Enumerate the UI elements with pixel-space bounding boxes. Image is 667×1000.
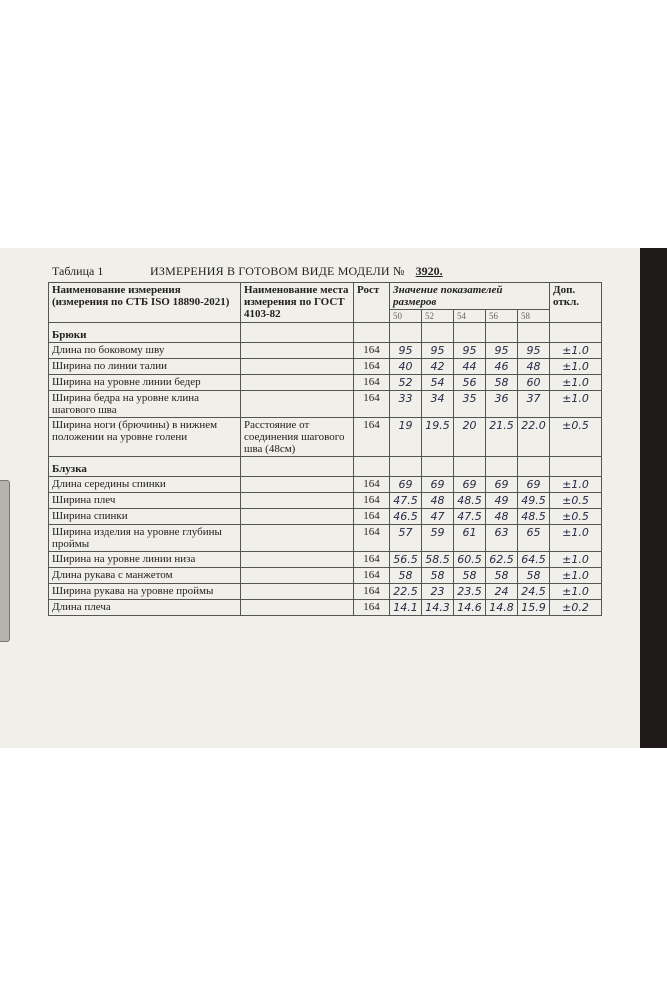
tolerance-value: ±1.0 <box>550 584 602 600</box>
size-header: 50 <box>390 310 422 323</box>
size-value: 56.5 <box>390 552 422 568</box>
header-row <box>49 283 602 310</box>
height-value: 164 <box>354 525 390 552</box>
col-height-header: Рост <box>354 283 390 323</box>
col-values-header: Значение показателей размеров <box>390 283 550 310</box>
height-value: 164 <box>354 375 390 391</box>
size-value: 58 <box>454 568 486 584</box>
size-value: 19.5 <box>422 418 454 457</box>
size-value: 52 <box>390 375 422 391</box>
height-value: 164 <box>354 568 390 584</box>
measure-name: Ширина по линии талии <box>49 359 241 375</box>
size-value: 47.5 <box>390 493 422 509</box>
measure-place <box>241 600 354 616</box>
size-value: 22.5 <box>390 584 422 600</box>
measure-place <box>241 568 354 584</box>
height-value: 164 <box>354 509 390 525</box>
tolerance-value: ±0.5 <box>550 509 602 525</box>
height-value: 164 <box>354 418 390 457</box>
empty-cell <box>454 323 486 343</box>
measure-name: Ширина изделия на уровне глубины проймы <box>49 525 241 552</box>
size-value: 46 <box>486 359 518 375</box>
size-value: 62.5 <box>486 552 518 568</box>
tolerance-value: ±1.0 <box>550 525 602 552</box>
document-photo <box>0 248 667 748</box>
measure-place <box>241 525 354 552</box>
size-header: 58 <box>518 310 550 323</box>
size-value: 58.5 <box>422 552 454 568</box>
measurements-table <box>48 282 602 616</box>
size-value: 65 <box>518 525 550 552</box>
section-row <box>49 323 602 343</box>
measure-name: Ширина спинки <box>49 509 241 525</box>
table-row <box>49 552 602 568</box>
section-title: Брюки <box>49 323 241 343</box>
empty-cell <box>518 457 550 477</box>
measure-place <box>241 509 354 525</box>
size-value: 42 <box>422 359 454 375</box>
size-value: 69 <box>422 477 454 493</box>
height-value: 164 <box>354 584 390 600</box>
tolerance-value: ±1.0 <box>550 343 602 359</box>
tolerance-value: ±0.5 <box>550 493 602 509</box>
document-title: ИЗМЕРЕНИЯ В ГОТОВОМ ВИДЕ МОДЕЛИ № <box>150 264 405 278</box>
size-value: 64.5 <box>518 552 550 568</box>
measure-name: Длина по боковому шву <box>49 343 241 359</box>
table-number: Таблица 1 <box>52 264 104 278</box>
section-row <box>49 457 602 477</box>
tolerance-value: ±0.5 <box>550 418 602 457</box>
size-value: 46.5 <box>390 509 422 525</box>
empty-cell <box>486 457 518 477</box>
size-value: 49 <box>486 493 518 509</box>
table-row <box>49 418 602 457</box>
size-value: 15.9 <box>518 600 550 616</box>
measure-place <box>241 477 354 493</box>
table-row <box>49 493 602 509</box>
measure-place <box>241 343 354 359</box>
empty-cell <box>390 323 422 343</box>
size-value: 69 <box>390 477 422 493</box>
table-row <box>49 343 602 359</box>
size-value: 57 <box>390 525 422 552</box>
size-value: 14.3 <box>422 600 454 616</box>
table-row <box>49 525 602 552</box>
empty-cell <box>422 457 454 477</box>
empty-cell <box>354 323 390 343</box>
table-row <box>49 584 602 600</box>
empty-cell <box>486 323 518 343</box>
size-value: 95 <box>486 343 518 359</box>
size-value: 22.0 <box>518 418 550 457</box>
tolerance-value: ±1.0 <box>550 568 602 584</box>
table-row <box>49 509 602 525</box>
table-row <box>49 375 602 391</box>
empty-cell <box>550 457 602 477</box>
height-value: 164 <box>354 600 390 616</box>
size-header: 52 <box>422 310 454 323</box>
height-value: 164 <box>354 477 390 493</box>
measure-place <box>241 359 354 375</box>
height-value: 164 <box>354 343 390 359</box>
size-value: 36 <box>486 391 518 418</box>
table-body <box>49 323 602 616</box>
size-value: 20 <box>454 418 486 457</box>
tolerance-value: ±1.0 <box>550 552 602 568</box>
table-row <box>49 359 602 375</box>
size-value: 35 <box>454 391 486 418</box>
size-value: 48.5 <box>518 509 550 525</box>
measure-name: Длина рукава с манжетом <box>49 568 241 584</box>
col-place-header: Наименование места измерения по ГОСТ 4103-82 <box>241 283 354 323</box>
size-value: 48 <box>422 493 454 509</box>
tolerance-value: ±1.0 <box>550 391 602 418</box>
size-value: 48 <box>486 509 518 525</box>
height-value: 164 <box>354 359 390 375</box>
size-value: 54 <box>422 375 454 391</box>
measure-place <box>241 584 354 600</box>
background-edge <box>640 248 667 748</box>
size-value: 23 <box>422 584 454 600</box>
size-value: 49.5 <box>518 493 550 509</box>
size-value: 34 <box>422 391 454 418</box>
size-value: 47.5 <box>454 509 486 525</box>
size-header: 54 <box>454 310 486 323</box>
table-row <box>49 568 602 584</box>
size-value: 58 <box>518 568 550 584</box>
size-value: 95 <box>390 343 422 359</box>
measure-name: Ширина рукава на уровне проймы <box>49 584 241 600</box>
measure-name: Ширина бедра на уровне клина шагового шва <box>49 391 241 418</box>
size-value: 48 <box>518 359 550 375</box>
size-value: 58 <box>422 568 454 584</box>
height-value: 164 <box>354 493 390 509</box>
size-value: 58 <box>486 568 518 584</box>
size-value: 33 <box>390 391 422 418</box>
size-value: 21.5 <box>486 418 518 457</box>
col-name-header: Наименование измерения (измерения по СТБ ISO 18890-2021) <box>49 283 241 323</box>
binder-clip <box>0 480 10 642</box>
size-value: 69 <box>454 477 486 493</box>
size-value: 48.5 <box>454 493 486 509</box>
empty-cell <box>390 457 422 477</box>
size-value: 63 <box>486 525 518 552</box>
size-value: 59 <box>422 525 454 552</box>
size-value: 58 <box>390 568 422 584</box>
table-header <box>52 264 443 279</box>
empty-cell <box>422 323 454 343</box>
measure-place <box>241 493 354 509</box>
measure-place <box>241 375 354 391</box>
measure-place <box>241 391 354 418</box>
tolerance-value: ±1.0 <box>550 359 602 375</box>
size-value: 60 <box>518 375 550 391</box>
size-value: 56 <box>454 375 486 391</box>
size-value: 95 <box>518 343 550 359</box>
size-value: 69 <box>486 477 518 493</box>
tolerance-value: ±0.2 <box>550 600 602 616</box>
measure-name: Ширина плеч <box>49 493 241 509</box>
empty-cell <box>454 457 486 477</box>
empty-cell <box>550 323 602 343</box>
paper-sheet <box>0 248 640 748</box>
size-value: 14.8 <box>486 600 518 616</box>
size-value: 58 <box>486 375 518 391</box>
section-title: Блузка <box>49 457 241 477</box>
table-row <box>49 477 602 493</box>
measure-place <box>241 552 354 568</box>
size-value: 69 <box>518 477 550 493</box>
model-number: 3920. <box>415 264 443 278</box>
size-value: 61 <box>454 525 486 552</box>
measure-name: Ширина ноги (брючины) в нижнем положении на уровне голени <box>49 418 241 457</box>
size-value: 23.5 <box>454 584 486 600</box>
size-header: 56 <box>486 310 518 323</box>
size-value: 47 <box>422 509 454 525</box>
size-value: 60.5 <box>454 552 486 568</box>
size-value: 24.5 <box>518 584 550 600</box>
size-value: 37 <box>518 391 550 418</box>
size-value: 44 <box>454 359 486 375</box>
size-value: 14.6 <box>454 600 486 616</box>
measure-name: Ширина на уровне линии бедер <box>49 375 241 391</box>
size-value: 14.1 <box>390 600 422 616</box>
size-value: 95 <box>422 343 454 359</box>
measure-place: Расстояние от соединения шагового шва (48см) <box>241 418 354 457</box>
size-value: 24 <box>486 584 518 600</box>
tolerance-value: ±1.0 <box>550 477 602 493</box>
table-row <box>49 600 602 616</box>
empty-cell <box>518 323 550 343</box>
table-row <box>49 391 602 418</box>
size-value: 40 <box>390 359 422 375</box>
size-value: 19 <box>390 418 422 457</box>
empty-cell <box>354 457 390 477</box>
size-value: 95 <box>454 343 486 359</box>
empty-cell <box>241 323 354 343</box>
measure-name: Ширина на уровне линии низа <box>49 552 241 568</box>
tolerance-value: ±1.0 <box>550 375 602 391</box>
empty-cell <box>241 457 354 477</box>
height-value: 164 <box>354 391 390 418</box>
measure-name: Длина плеча <box>49 600 241 616</box>
height-value: 164 <box>354 552 390 568</box>
col-tolerance-header: Доп. откл. <box>550 283 602 323</box>
measure-name: Длина середины спинки <box>49 477 241 493</box>
